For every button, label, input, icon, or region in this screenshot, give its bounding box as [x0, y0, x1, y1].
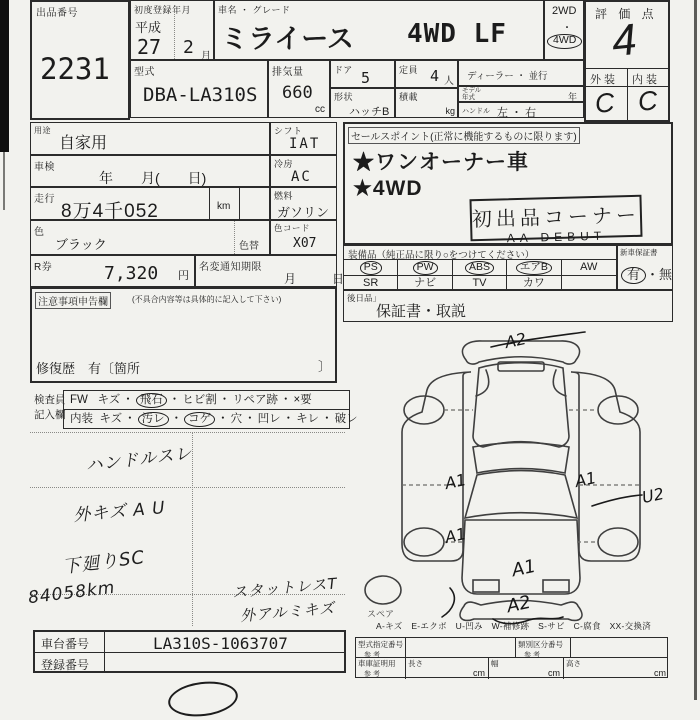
shift-box: [270, 122, 337, 155]
type-cert-cell: [356, 638, 406, 657]
inspector-label-1: 検査員: [34, 394, 66, 406]
name-change-value: 月 日: [284, 272, 345, 286]
width-cell: [489, 657, 564, 679]
capacity-value: 4: [430, 67, 440, 85]
registration-year: 27: [137, 35, 162, 59]
aircon-label: 冷房: [274, 159, 294, 169]
handwritten-note-3: 下廻りSC: [61, 547, 147, 578]
equipment-label: 装備品（純正品に限り○をつけてください）: [348, 250, 535, 261]
scan-line-left: [3, 152, 5, 210]
body-shape-box: [330, 88, 395, 118]
drive-dot: ・: [562, 23, 572, 34]
inspector-box: [63, 390, 358, 429]
aircon-box: [270, 155, 337, 187]
shift-value: IAT: [289, 136, 321, 152]
chassis-table: [33, 630, 346, 673]
model-year-label-1: モデル: [462, 87, 482, 94]
caution-box: [30, 287, 337, 383]
warranty-box: [617, 245, 673, 290]
color-change-label: 色替: [239, 241, 259, 252]
car-name-box: [214, 0, 544, 60]
use-value: 自家用: [59, 135, 108, 152]
garage-cert-ref: 参 考: [364, 671, 380, 678]
later-items-label: 後日品」: [347, 293, 382, 303]
doors-box: [330, 60, 395, 88]
warranty-value: 有 ・無: [621, 264, 672, 284]
auction-number-label: 出品番号: [36, 8, 78, 19]
steering-box: [458, 102, 584, 118]
exterior-label: 外 装: [590, 74, 616, 86]
color-value: ブラック: [55, 237, 107, 252]
height-unit: cm: [654, 668, 666, 678]
later-items-box: [343, 290, 673, 322]
model-year-label-2: 年式: [462, 94, 475, 101]
length-unit: cm: [473, 668, 485, 678]
equipment-navi: ナビ: [398, 275, 452, 291]
mileage-box: [30, 187, 270, 220]
first-registration-box: [130, 0, 214, 60]
length-label: 長さ: [408, 659, 423, 668]
caution-sublabel: (不具合内容等は具体的に記入して下さい): [132, 295, 282, 304]
warranty-yes-circled: 有: [621, 267, 646, 284]
damage-mark-left-lower: A1: [443, 524, 468, 547]
caution-label: 注意事項申告欄: [35, 292, 111, 309]
handwritten-note-6: 外アルミキズ: [239, 598, 336, 626]
scan-bar: [0, 0, 9, 152]
interior-grade-handwritten: C: [636, 85, 659, 117]
displacement-label: 排気量: [272, 67, 304, 78]
divider: [627, 68, 628, 121]
dealer-parallel-box: [458, 60, 584, 86]
equipment-pw: PW: [398, 259, 452, 275]
load-box: [395, 88, 458, 118]
divider: [209, 188, 210, 219]
type-cert-label: 型式指定番号: [358, 640, 403, 649]
reference-table: [355, 637, 668, 678]
registration-number-label: 登録番号: [41, 658, 90, 672]
recycle-ticket-box: [30, 255, 195, 287]
height-label: 高さ: [566, 659, 581, 668]
damage-legend: A-キズ E-エクボ U-凹み W-補修跡 S-サビ C-腐食 XX-交換済: [376, 621, 652, 631]
registration-month: 2: [183, 37, 194, 58]
repair-history: 修復歴 有〔箇所: [36, 361, 141, 376]
equipment-grid: [344, 259, 616, 291]
damage-mark-left-side: A1: [443, 470, 468, 493]
interior-label: 内 装: [632, 74, 658, 86]
model-year-unit: 年: [567, 92, 577, 102]
equipment-sr: SR: [344, 275, 398, 291]
evaluation-box: [584, 0, 670, 122]
fuel-box: [270, 187, 337, 220]
use-label: 用途: [34, 126, 51, 135]
damage-mark-right-dent: U2: [640, 483, 666, 508]
divider: [239, 188, 240, 219]
divider: [234, 221, 235, 256]
warranty-label: 新車保証書: [620, 248, 658, 257]
inspector-label-2: 記入欄: [34, 409, 66, 421]
guide-line: [30, 487, 345, 488]
color-code-box: [270, 220, 337, 255]
month-suffix: 月: [201, 51, 211, 62]
body-shape-value: ハッチB: [349, 106, 390, 118]
later-items-value: 保証書・取説: [376, 303, 467, 320]
sales-point-1: ★ワンオーナー車: [353, 151, 529, 174]
drive-2wd: 2WD: [552, 5, 577, 17]
handwritten-note-4: 84058km: [27, 577, 117, 609]
class-code-value-cell: [571, 638, 669, 657]
sales-point-2: ★4WD: [353, 177, 423, 200]
car-name: ミライース: [221, 24, 354, 54]
shift-label: シフト: [274, 126, 303, 136]
fuel-label: 燃料: [274, 191, 294, 201]
chassis-number-label: 車台番号: [41, 637, 90, 651]
equipment-ps: PS: [344, 259, 398, 275]
damage-mark-right-side: A1: [573, 468, 598, 491]
recycle-ticket-unit: 円: [178, 270, 189, 282]
evaluation-score-handwritten: 4: [609, 14, 639, 67]
cell-divider: [174, 11, 175, 59]
fuel-value: ガソリン: [277, 205, 330, 220]
doors-label: ドア: [334, 65, 353, 75]
exterior-grade-handwritten: C: [593, 87, 616, 119]
load-unit: kg: [445, 106, 455, 116]
type-cert-value-cell: [406, 638, 516, 657]
garage-cert-cell: [356, 657, 406, 679]
drive-4wd-circled: 4WD: [547, 34, 582, 49]
color-code-value: X07: [293, 236, 317, 251]
garage-cert-label: 車庫証明用: [358, 659, 396, 668]
warranty-no: 無: [659, 267, 673, 282]
sales-point-label: セールスポイント(正常に機能するものに限ります): [348, 127, 580, 144]
drivetrain-box: [544, 0, 584, 60]
equipment-kawa: カワ: [507, 275, 561, 291]
class-code-label: 類別区分番号: [518, 640, 563, 649]
recycle-ticket-value: 7,320: [104, 263, 159, 284]
repair-history-close: 〕: [317, 359, 331, 374]
aircon-value: AC: [291, 169, 312, 185]
length-cell: [406, 657, 489, 679]
inspection-expiry-box: [30, 155, 270, 187]
damage-mark-rear-bumper: A2: [505, 591, 533, 618]
steering-value: 左 ・ 右: [497, 107, 537, 119]
inspector-row-fw: FW キズ ・ 飛石 ・ ヒビ割 ・ リペア跡 ・ ×要: [64, 391, 349, 410]
recycle-ticket-label: R券: [34, 262, 53, 273]
displacement-unit: cc: [315, 104, 325, 115]
use-box: [30, 122, 270, 155]
first-registration-label: 初度登録年月: [134, 5, 192, 15]
dealer-parallel-label: ディーラー ・ 並行: [467, 71, 548, 82]
handwritten-note-1: ハンドルスレ: [84, 443, 194, 477]
mileage-value: 8万4千052: [61, 201, 159, 222]
car-damage-diagram: [345, 330, 697, 630]
inspection-label: 車検: [34, 162, 55, 173]
class-code-ref: 参 考: [524, 652, 540, 659]
inspection-value: 年 月( 日): [99, 170, 207, 186]
class-code-cell: [516, 638, 571, 657]
auction-number: 2231: [40, 52, 110, 86]
car-name-label: 車名 ・ グレード: [218, 5, 291, 15]
type-cert-ref: 参 考: [364, 652, 380, 659]
first-listing-stamp: [469, 195, 642, 246]
name-change-box: [195, 255, 345, 287]
equipment-aw: AW: [562, 259, 616, 275]
width-unit: cm: [548, 668, 560, 678]
doors-value: 5: [361, 69, 371, 87]
equipment-box: [343, 245, 617, 290]
auction-number-box: [30, 0, 130, 120]
stamp-line-2: AA DEBUT: [506, 228, 607, 246]
car-outline-drawing: [345, 330, 697, 630]
equipment-tv: TV: [453, 275, 507, 291]
width-label: 幅: [491, 659, 499, 668]
steering-label: ハンドル: [462, 108, 490, 115]
color-label: 色: [34, 227, 45, 238]
evaluation-label: 評 価 点: [595, 7, 658, 21]
model-code-label: 型式: [134, 67, 155, 78]
mileage-unit: km: [217, 201, 231, 212]
equipment-abs: ABS: [453, 259, 507, 275]
grade: 4WD LF: [407, 19, 507, 49]
color-code-label: 色コード: [274, 223, 311, 233]
model-code-box: [130, 60, 268, 118]
displacement-value: 660: [282, 83, 313, 103]
stamp-line-1: 初出品コーナー: [471, 204, 641, 232]
model-year-box: [458, 86, 584, 102]
equipment-blank: [562, 275, 616, 291]
body-shape-label: 形状: [334, 92, 354, 102]
equipment-airbag: エアB: [507, 259, 561, 275]
handwritten-oval-mark: [166, 678, 240, 720]
inspector-row-interior: 内装 キズ ・ 汚レ ・ コゲ ・ 穴 ・ 凹レ ・ キレ ・ 破レ: [70, 413, 358, 425]
model-code: DBA-LA310S: [143, 84, 258, 106]
era-name: 平成: [135, 20, 162, 35]
chassis-number: LA310S-1063707: [153, 634, 288, 653]
mileage-label: 走行: [34, 194, 55, 205]
capacity-label: 定員: [399, 65, 419, 75]
spare-tire-label: スペア: [367, 609, 395, 619]
damage-mark-rear-center: A1: [510, 555, 538, 582]
height-cell: [564, 657, 669, 679]
load-label: 積載: [399, 92, 419, 102]
capacity-box: [395, 60, 458, 88]
capacity-unit: 人: [444, 76, 454, 87]
guide-line: [30, 432, 345, 433]
displacement-box: [268, 60, 330, 118]
handwritten-note-5: スタットレスT: [231, 574, 339, 602]
damage-mark-front-bumper: A2: [503, 329, 528, 352]
color-box: [30, 220, 270, 255]
handwritten-note-2: 外キズ A U: [72, 497, 167, 526]
name-change-label: 名変通知期限: [199, 262, 262, 273]
